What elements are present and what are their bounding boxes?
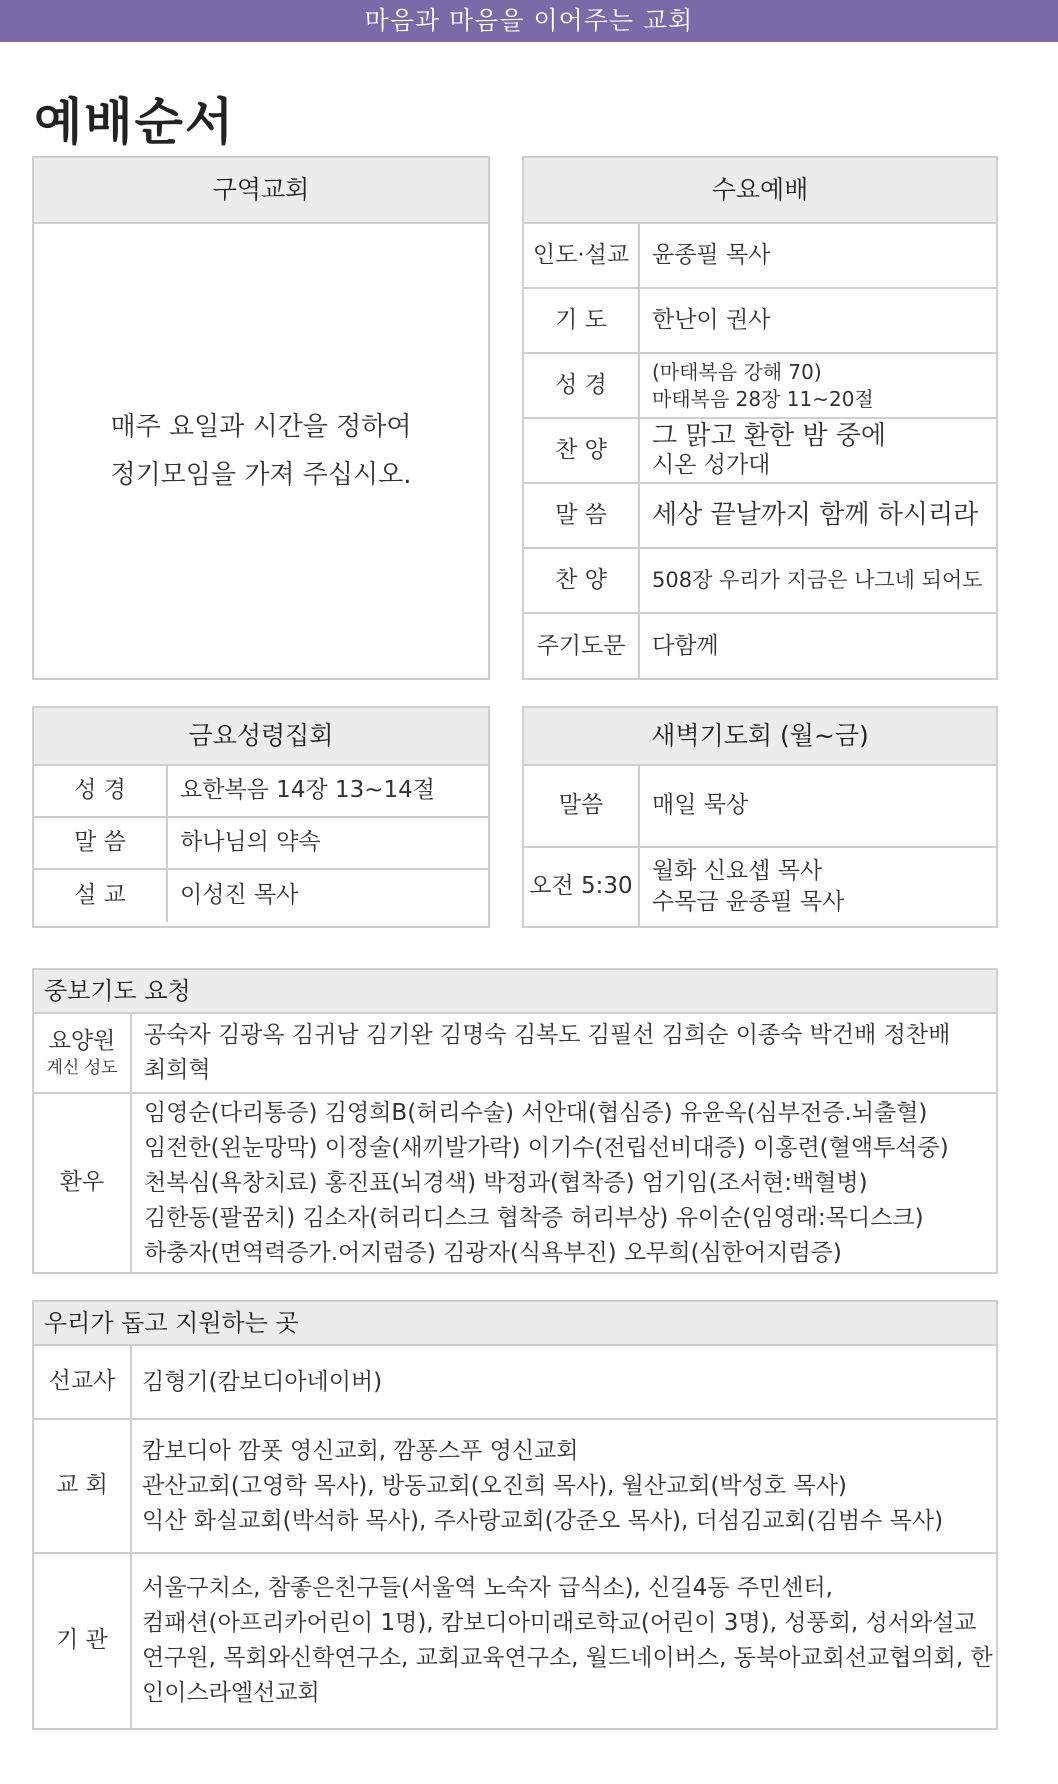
fri-row-preacher bbox=[34, 870, 488, 922]
fri-value: 하나님의 약속 bbox=[180, 829, 321, 856]
wed-label: 주기도문 bbox=[524, 614, 640, 679]
wednesday-service-box bbox=[522, 156, 998, 680]
wed-value: 한난이 권사 bbox=[652, 306, 771, 333]
dawn-label: 오전 5:30 bbox=[524, 848, 640, 926]
wed-value: 그 맑고 환한 밤 중에 시온 성가대 bbox=[652, 421, 886, 479]
wed-value: 윤종필 목사 bbox=[652, 241, 771, 268]
fri-label: 말 씀 bbox=[34, 818, 168, 868]
nursing-names: 공숙자 김광옥 김귀남 김기완 김명숙 김복도 김필선 김희순 이종숙 박건배 정찬배 최희혁 bbox=[144, 1022, 951, 1083]
patients-names: 임영순(다리통증) 김영희B(허리수술) 서안대(협심증) 유윤옥(심부전증.뇌출혈) 임전한(왼눈망막) 이정술(새끼발가락) 이기수(전립선비대증) 이홍련(혈액투석중) 천복심(욕창치료) 홍진표(뇌경색) 박정과(협착증) 엄기임(조서현:백혈병) 김한동(팔꿈치) 김소자(허리디스크 협착증 허리부상) 유이순(임영래:목디스크) 하충자(면역력증가.어지럼증) 김광자(식욕부진) 오무희(심한어지럼증) bbox=[144, 1099, 949, 1266]
fri-value: 요한복음 14장 13~14절 bbox=[180, 777, 436, 804]
nursing-label: 요양원 계신 성도 bbox=[34, 1014, 132, 1092]
wed-row-prayer bbox=[524, 289, 996, 354]
fri-row-scripture bbox=[34, 766, 488, 818]
dawn-value: 월화 신요셉 목사 수목금 윤종필 목사 bbox=[652, 857, 845, 915]
missionary-label: 선교사 bbox=[34, 1346, 132, 1418]
missionary-value: 김형기(캄보디아네이버) bbox=[142, 1368, 383, 1395]
support-box bbox=[32, 1300, 998, 1730]
dawn-prayer-box bbox=[522, 706, 998, 928]
wed-value: 다함께 bbox=[652, 632, 719, 659]
church-label: 교 회 bbox=[34, 1420, 132, 1552]
wed-value: (마태복음 강해 70) 마태복음 28장 11~20절 bbox=[652, 359, 874, 411]
wednesday-heading: 수요예배 bbox=[524, 158, 996, 224]
district-line-1: 매주 요일과 시간을 정하여 bbox=[110, 412, 412, 442]
fri-value: 이성진 목사 bbox=[180, 882, 299, 909]
wed-row-hymn bbox=[524, 549, 996, 614]
fri-label: 설 교 bbox=[34, 870, 168, 922]
dawn-heading: 새벽기도회 (월~금) bbox=[524, 708, 996, 766]
church-value: 캄보디아 깜폿 영신교회, 깜퐁스푸 영신교회 관산교회(고영학 목사), 방동교회(오진희 목사), 월산교회(박성호 목사) 익산 화실교회(박석하 목사), 주사랑교회(강준오 목사), 더섬김교회(김범수 목사) bbox=[142, 1437, 944, 1534]
prayer-request-box bbox=[32, 968, 998, 1274]
wed-row-lords-prayer bbox=[524, 614, 996, 679]
support-row-missionary bbox=[34, 1346, 996, 1420]
district-heading: 구역교회 bbox=[34, 158, 488, 224]
page-title: 예배순서 bbox=[34, 93, 236, 151]
wed-label: 찬 양 bbox=[524, 549, 640, 612]
wed-row-sermon bbox=[524, 484, 996, 549]
org-value: 서울구치소, 참좋은친구들(서울역 노숙자 급식소), 신길4동 주민센터, 컴패션(아프리카어린이 1명), 캄보디아미래로학교(어린이 3명), 성풍회, 성서와설교 연구원, 목회와신학연구소, 교회교육연구소, 월드네이버스, 동북아교회선교협의회, 한 인이스라엘선교회 bbox=[142, 1575, 993, 1706]
dawn-label: 말씀 bbox=[524, 766, 640, 846]
district-body bbox=[34, 224, 488, 678]
support-heading: 우리가 돕고 지원하는 곳 bbox=[34, 1302, 996, 1346]
wed-row-leader bbox=[524, 224, 996, 289]
prayer-heading: 중보기도 요청 bbox=[34, 970, 996, 1014]
district-line-2: 정기모임을 가져 주십시오. bbox=[110, 460, 412, 490]
dawn-row-word bbox=[524, 766, 996, 848]
wed-label: 찬 양 bbox=[524, 419, 640, 482]
wed-value: 508장 우리가 지금은 나그네 되어도 bbox=[652, 568, 983, 593]
fri-label: 성 경 bbox=[34, 766, 168, 816]
wed-row-scripture bbox=[524, 354, 996, 419]
prayer-row-patients bbox=[34, 1094, 996, 1272]
banner: 마음과 마음을 이어주는 교회 bbox=[0, 0, 1058, 42]
wed-label: 말 씀 bbox=[524, 484, 640, 547]
wed-label: 인도·설교 bbox=[524, 224, 640, 287]
wed-value: 세상 끝날까지 함께 하시리라 bbox=[652, 499, 979, 530]
friday-service-box bbox=[32, 706, 490, 928]
patients-label: 환우 bbox=[34, 1094, 132, 1272]
friday-heading: 금요성령집회 bbox=[34, 708, 488, 766]
dawn-value: 매일 묵상 bbox=[652, 792, 749, 819]
prayer-row-nursing bbox=[34, 1014, 996, 1094]
wed-label: 성 경 bbox=[524, 354, 640, 417]
fri-row-sermon bbox=[34, 818, 488, 870]
org-label: 기 관 bbox=[34, 1554, 132, 1728]
support-row-org bbox=[34, 1554, 996, 1728]
wed-row-praise bbox=[524, 419, 996, 484]
wed-label: 기 도 bbox=[524, 289, 640, 352]
dawn-row-time bbox=[524, 848, 996, 926]
support-row-church bbox=[34, 1420, 996, 1554]
district-church-box bbox=[32, 156, 490, 680]
